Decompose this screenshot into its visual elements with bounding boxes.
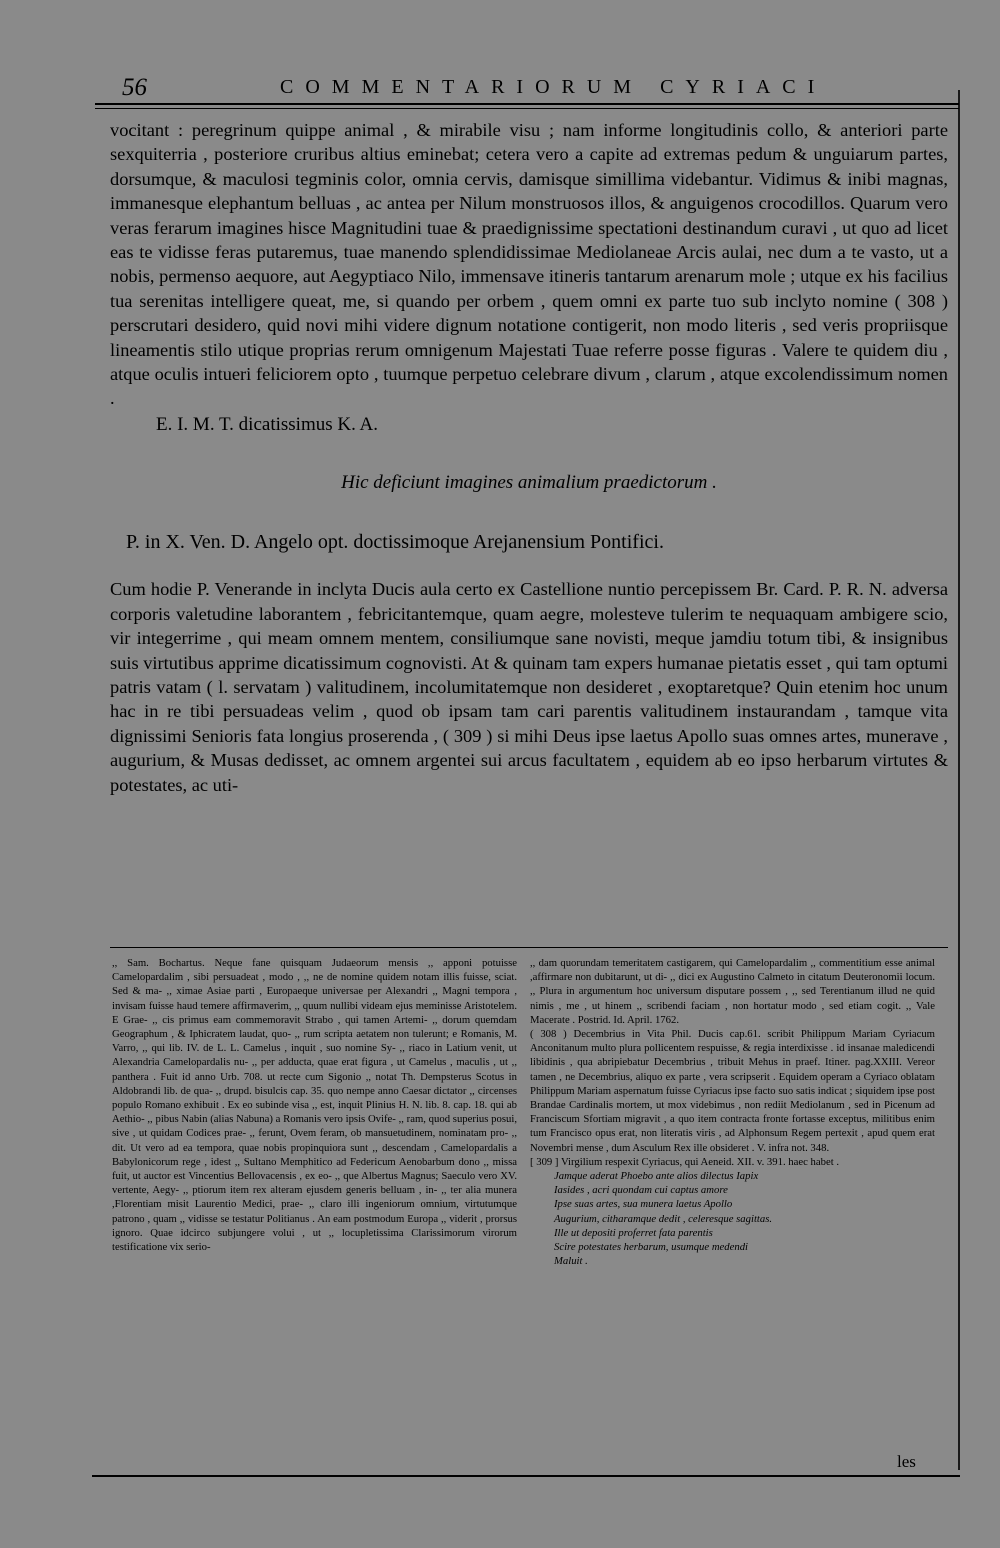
footnote-309: [ 309 ] Virgilium respexit Cyriacus, qui Aeneid. XII. v. 391. haec habet . [530,1155,840,1168]
verse-line: Ipse suas artes, sua munera laetus Apollo [554,1198,733,1211]
verse-line: Jamque aderat Phoebo ante alios dilectus Iapix [554,1170,759,1183]
letter-address: P. in X. Ven. D. Angelo opt. doctissimoque Arejanensium Pontifici. [126,531,664,554]
main-text [110,118,948,797]
header-rule-thin [95,108,959,109]
footnote-column-right [530,956,935,1268]
footnote-rule [110,947,948,948]
footnote-continuation: ,, dam quorundam temeritatem castigarem, qui Camelopardalim ,, commentitium esse animal ,affirmare non dubitarunt, ut di- ,, dici ex Augustino Calmeto in citatum Deuteronomii locum. ,, Plura in argumentum hoc universum disputare possem , ,, sed Terentianum illud ne quid nimis , me , ut hinem ,, scribendi faciam , non hortatur modo , sed etiam cogit. ,, Vale Macerate . Postrid. Id. April. 1762. [530,957,935,1026]
footnote-column-left [112,956,517,1254]
main-paragraph: vocitant : peregrinum quippe animal , & mirabile visu ; nam informe longitudinis collo, & anteriori parte sexquiterria , posteriore cruribus altius eminebat; cetera vero a capite ad extremas pedum & unguiarum partes, dorsumque, & maculosi tegminis color, omnia cervis, damisque simillima videbantur. Vidimus & inibi magnas, immanesque elephantum belluas , ac antea per Nilum monstruosos illos, & anguigenos crocodillos. Quarum vero veras ferarum imagines hisce Magnitudini tuae & praedignissime spectationi destinandum curavi , ut quo ad licet eas te vidisse feras putaremus, tuae manendo splendidissimae Mediolaneae Arcis aulai, nec dum a te vasto, ut a nobis, permenso aequore, aut Aegyptiaco Nilo, immensave itineris tantarum arenarum mole ; utque ex his facilius tua serenitas intelligere queat, me, si quando per orbem , quem omni ex parte tuo sub inclyto nomine ( 308 ) perscrutari desidero, quid novi mihi videre dignum notatione contigerit, non modo literis , sed veris propriisque lineamentis stilo utique proprias rerum omnigenum Majestati Tuae referre posse figuras . Valere te quidem diu , atque oculis intueri feliciorem opto , tuumque perpetuo celebrare divum , clarum , atque excolendissimum nomen . [110,120,948,409]
verse-line: Maluit . [554,1255,588,1268]
catchword: les [897,1452,916,1471]
bottom-rule [92,1475,960,1477]
verse-line: Augurium, citharamque dedit , celeresque sagittas. [554,1212,773,1225]
footnote-308: ( 308 ) Decembrius in Vita Phil. Ducis cap.61. scribit Philippum Mariam Cyriacum Anconitanum multo plura pollicentem respuisse, & regia interdixisse . id insanae maledicendi libidinis , qua abripiebatur Decembrius , tribuit Mehus in praef. Itiner. pag.XXIII. Vereor tamen , ne Decembrius, aliquo ex parte , vera scripserit . Equidem operam a Cyriaco oblatam Philippum Mariam aspernatum fuisse Cyriacus ipse facto suo satis indicat ; siquidem ipse post Brandae Cardinalis mortem, ut mox videbimus , non rediit Mediolanum , sed in Picenum ad Franciscum Sfortiam migravit , a quo item contracta fronte fortasse exceptus, militibus enim tum Francisco opus erat, non literatis viris , ad Alphonsum Regem pertexit , apud quem erat Novembri mense , dum Asculum Rex ille obsideret . V. infra not. 348. [530,1028,935,1154]
verse-line: Scire potestates herbarum, usumque medendi [554,1241,749,1254]
page-edge-line [958,90,960,1470]
page-header [100,74,960,100]
running-title: COMMENTARIORUM CYRIACI [280,76,827,98]
verse-line: Iasides , acri quondam cui captus amore [554,1184,728,1197]
letter-body: Cum hodie P. Venerande in inclyta Ducis aula certo ex Castellione nuntio percepissem Br. Card. P. R. N. adversa corporis valetudine laborantem , febricitantemque, quam aegre, molesteve tulerim te nequaquam ambigere scio, vir integerrime , qui meam omnem mentem, consiliumque sane novisti, meque jamdiu totum tibi, & insignibus suis virtutibus apprime dicatissimum cognovisti. At & quinam tam expers humanae pietatis esset , qui tam optumi patris vatam ( l. servatam ) valitudinem, incolumitatemque non desideret , exoptaretque? Quin etenim hoc unum hac in re tibi persuadeas velim , quod ob ipsam tam cari parentis valitudinem instaurandam , tamque vita dignissimi Senioris fata longius proserenda , ( 309 ) si mihi Deus ipse laetus Apollo suas omnes artes, munerave , augurium, & Musas dedisset, ac omnem argentei sui arcus facultatem , equidem ab eo ipso herbarum virtutes & potestates, ac uti- [110,579,948,795]
signature: E. I. M. T. dicatissimus K. A. [156,413,379,435]
verse-line: Ille ut depositi proferret fata parentis [554,1226,713,1239]
footnote-bochart: ,, Sam. Bochartus. Neque fane quisquam Judaeorum mensis ,, apponi potuisse Camelopardalim , sibi persuadeat , modo , ,, ne de nomine quidem notam illis fuisse, sciat. Sed & ma- ,, ximae Asiae parti , Europaeque universae per Alexandri ,, Magni tempora , invisam fuisse haud temere affirmaverim, ,, quum nullibi videam ejus meminisse Aristotelem. E Grae- ,, cis primus eam commemoravit Strabo , qui tamen Artemi- ,, dorum quemdam Geographum , & Iphicratem laudat, quo- ,, rum scripta aetatem non tulerunt; e Romanis, M. Varro, ,, qui lib. IV. de L. L. Camelus , inquit , suo nomine Sy- ,, riaco in Latium venit, ut Alexandria Camelopardalis nu- ,, per adducta, quae erat figura , ut Camelus , maculis , ut ,, panthera . Fuit id anno Urb. 708. ut recte cum Sigonio ,, notat Th. Dempsterus Scotus in Aldobrandi lib. de qua- ,, drupd. bisulcis cap. 35. quo nempe anno Caesar dictator ,, circenses populo Romano exhibuit . Ex eo subinde visa ,, est, inquit Plinius H. N. lib. 8. cap. 18. qui ab Aethio- ,, pibus Nabin (alias Nabuna) a Romanis vero ipsis Ovife- ,, ram, quod superius posui, sive , ut quidam Codices prae- ,, ferunt, Ovem feram, ob mansuetudinem, nominatam pro- ,, dit. Ut vero ad ea tempora, quae nobis propinquiora sunt ,, descendam , Camelopardalis a Babylonicorum rege , idest ,, Sultano Memphitico ad Federicum Aenobarbum dono ,, missa fuit, ut auctor est Vincentius Bellovacensis , ex eo- ,, que Albertus Magnus; Saeculo vero XV. vertente, Aegy- ,, ptiorum item rex alteram ejusdem generis belluam , in- ,, ter alia munera ,Florentiam misit Laurentio Medici, prae- ,, claro illi ingeniorum omnium, virtutumque patrono , quam ,, vidisse se testatur Politianus . An eam postmodum Europa ,, viderit , prorsus ignoro. Quae idcirco subjungere volui , ut ,, locupletissima Clarissimorum virorum testificatione vix serio- [112,957,517,1254]
page-number: 56 [122,74,147,101]
header-rule [95,103,959,105]
italic-note: Hic deficiunt imagines animalium praedictorum . [341,471,717,493]
